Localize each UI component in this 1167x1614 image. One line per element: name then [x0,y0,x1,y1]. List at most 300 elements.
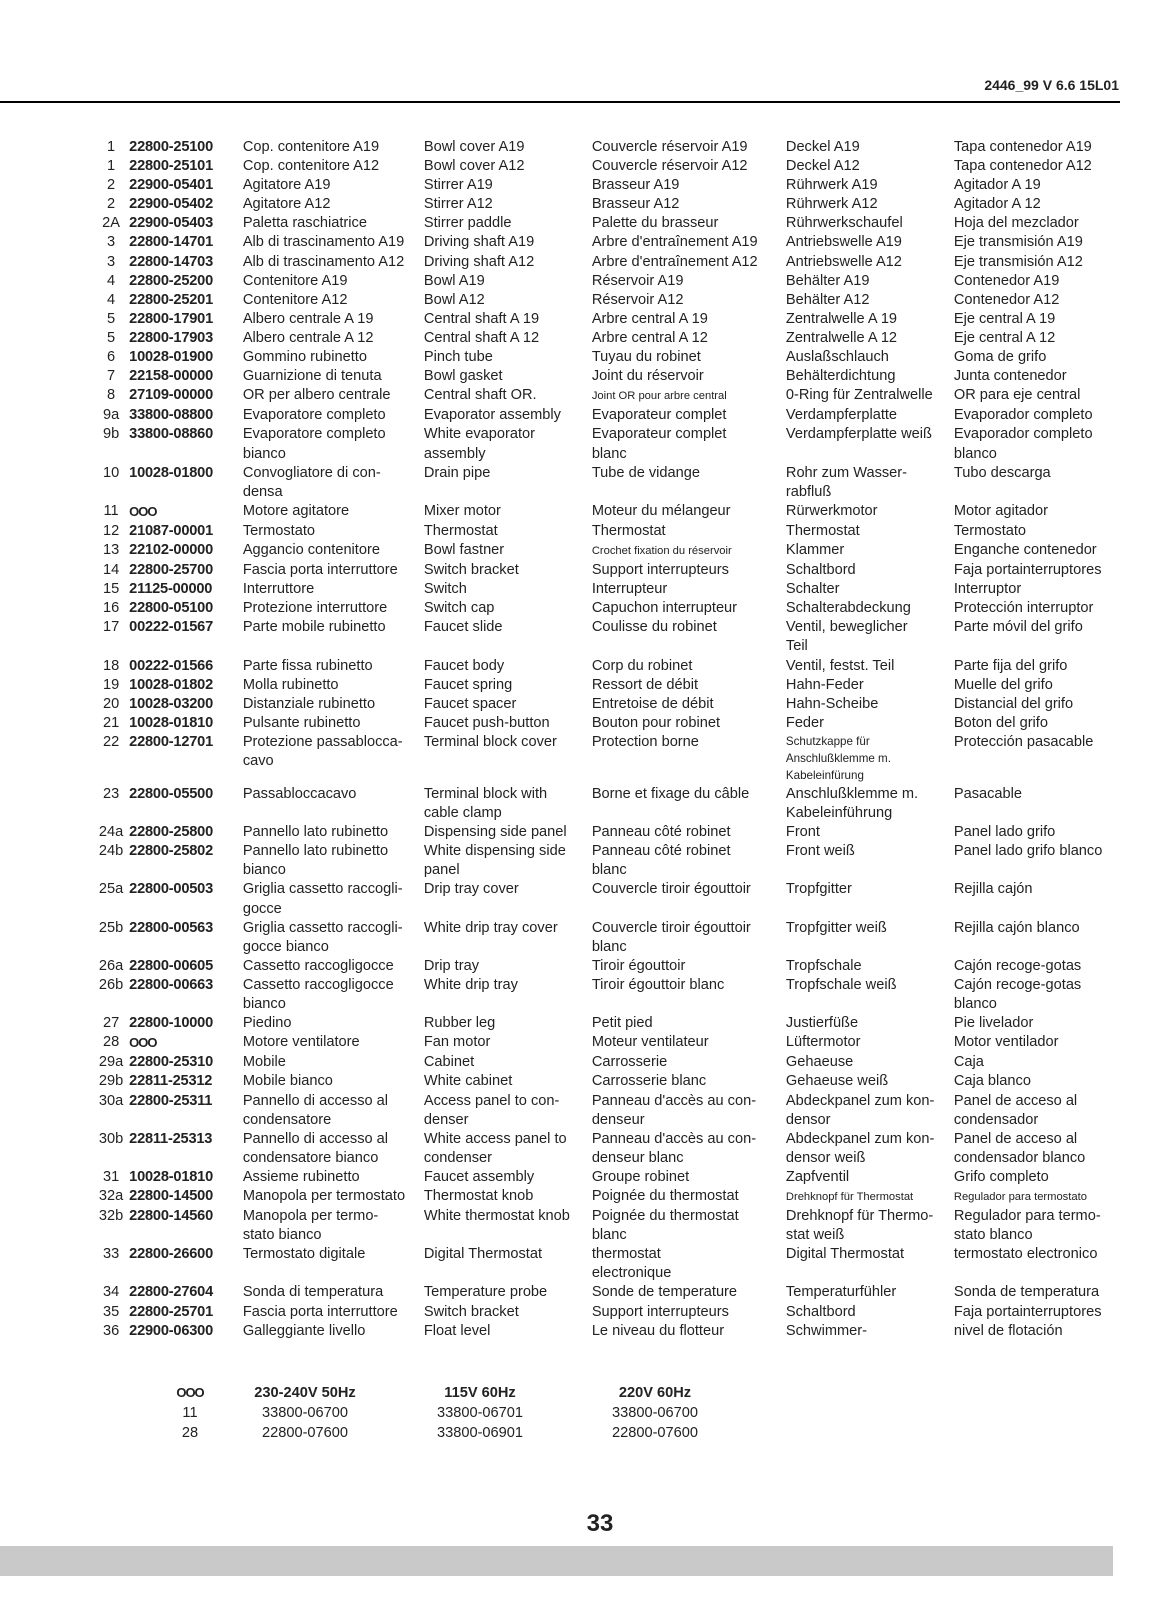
part-number-text: 1 [107,158,116,175]
part-code [127,310,243,329]
desc-spanish [954,367,1145,386]
desc-german [786,233,954,252]
desc-german [786,599,954,618]
part-number [95,138,127,157]
part-number [95,348,127,367]
part-code-text: 22800-14701 [129,234,213,251]
desc-german-text: Schutzkappe für Anschlußklemme m. Kabeleinfürung [785,734,891,782]
part-row [95,976,1145,1014]
part-number [95,1014,127,1033]
part-row [95,1207,1145,1245]
part-row [95,561,1145,580]
desc-french [592,310,786,329]
part-code [127,138,243,157]
desc-spanish [954,1187,1145,1207]
desc-french-text: Tube de vidange [591,464,700,481]
part-code-text: 21125-00000 [129,581,213,598]
part-code [127,253,243,272]
voltage-cell: 33800-06700 [261,1405,349,1421]
part-row [95,157,1145,176]
part-number [95,842,127,880]
part-code-text: 22800-14560 [129,1208,213,1225]
desc-german-text: Klammer [785,541,845,558]
desc-spanish-text: Goma de grifo [953,349,1047,366]
part-number [95,541,127,561]
desc-french-text: thermostat electronique [591,1246,672,1282]
desc-german-text: Ventil, festst. Teil [785,657,895,674]
desc-italian-text: Cop. contenitore A19 [242,139,380,155]
desc-spanish-text: Eje transmisión A12 [953,253,1083,270]
desc-french-text: Petit pied [591,1015,653,1032]
desc-german [786,695,954,714]
desc-spanish-text: Tapa contenedor A19 [953,139,1092,155]
part-code-text: 22800-25100 [129,139,213,155]
desc-french [592,842,786,880]
circles-symbol: OOO [176,1385,204,1400]
desc-french [592,714,786,733]
part-code-text: 22800-00503 [129,881,213,898]
desc-german-text: Deckel A19 [785,139,860,155]
desc-english [424,1187,592,1207]
voltage-cell: 22800-07600 [611,1425,699,1441]
part-code [127,657,243,676]
part-code-text: 22800-00605 [129,957,213,974]
part-row [95,253,1145,272]
desc-english-text: Bowl fastner [423,541,505,558]
part-number-text: 35 [102,1303,120,1320]
desc-french [592,406,786,425]
part-number-text: 24b [98,843,124,860]
desc-english [424,785,592,823]
part-number [95,272,127,291]
part-code [127,329,243,348]
desc-french [592,1168,786,1187]
part-number [95,823,127,842]
desc-german-text: Rührwerk A12 [785,196,878,213]
desc-english-text: Evaporator assembly [423,407,561,424]
part-row [95,580,1145,599]
desc-english-text: Drain pipe [423,464,491,481]
desc-german-text: Gehaeuse weiß [785,1073,889,1090]
desc-french-text: Coulisse du robinet [591,619,717,636]
part-row [95,367,1145,386]
part-code [127,1092,243,1130]
desc-german-text: Front weiß [785,843,855,860]
desc-german-text: Rührwerkschaufel [785,215,903,232]
part-number-text: 28 [102,1034,120,1051]
desc-german-text: Behälter A19 [785,272,870,289]
desc-spanish [954,733,1145,785]
desc-french [592,1092,786,1130]
desc-english-text: Switch bracket [423,562,519,579]
desc-italian [243,842,424,880]
desc-german-text: Drehknopf für Thermostat [785,1190,914,1203]
desc-spanish-text: Contenedor A19 [953,272,1060,289]
part-row [95,1245,1145,1283]
desc-german-text: Drehknopf für Thermo- stat weiß [785,1208,934,1244]
desc-italian-text: Manopola per termostato [242,1187,406,1204]
desc-german [786,733,954,785]
part-code-text: 33800-08860 [129,426,213,443]
desc-german [786,676,954,695]
part-code-text: 22800-25700 [129,562,213,579]
part-number [95,1072,127,1091]
part-code-text: 22800-14703 [129,253,213,270]
voltage-header-symbol [160,1383,220,1403]
desc-english [424,157,592,176]
desc-french [592,176,786,195]
desc-german [786,214,954,233]
desc-english-text: Temperature probe [423,1284,548,1301]
desc-italian-text: Molla rubinetto [242,676,339,693]
part-row [95,425,1145,463]
desc-german-text: Hahn-Feder [785,676,864,693]
desc-english-text: Dispensing side panel [423,824,567,841]
desc-french-text: Couvercle réservoir A12 [591,158,748,175]
desc-french-text: Interrupteur [591,581,668,598]
desc-spanish-text: termostato electronico [953,1246,1098,1263]
desc-italian-text: Distanziale rubinetto [242,695,376,712]
desc-spanish [954,329,1145,348]
desc-german [786,1130,954,1168]
desc-french-text: Corp du robinet [591,657,693,674]
part-code [127,1283,243,1302]
desc-french [592,195,786,214]
part-number [95,1053,127,1072]
desc-german [786,386,954,406]
desc-german [786,1014,954,1033]
part-code-text: 10028-01802 [129,676,213,693]
desc-german [786,348,954,367]
desc-spanish [954,599,1145,618]
part-number [95,657,127,676]
desc-german [786,253,954,272]
desc-german-text: Antriebswelle A12 [785,253,902,270]
part-code-text: 22811-25313 [129,1130,213,1147]
desc-italian [243,1303,424,1322]
part-row [95,880,1145,918]
desc-spanish-text: Distancial del grifo [953,695,1074,712]
part-code-text: 27109-00000 [129,387,213,404]
part-code-text: 22102-00000 [129,541,213,558]
desc-german-text: Zentralwelle A 19 [785,310,898,327]
part-number-text: 31 [102,1168,120,1185]
desc-german-text: Behälterdichtung [785,368,896,385]
desc-german [786,1187,954,1207]
desc-french [592,272,786,291]
desc-french-text: Réservoir A19 [591,272,684,289]
desc-italian-text: Griglia cassetto raccogli- gocce bianco [242,919,403,955]
part-row [95,695,1145,714]
desc-french-text: Couvercle tiroir égouttoir [591,881,751,898]
desc-german-text: Tropfschale weiß [785,976,897,993]
part-number-text: 32a [98,1187,124,1204]
desc-german-text: Verdampferplatte weiß [785,426,932,443]
desc-german-text: Verdampferplatte [785,407,898,424]
voltage-cell: 22800-07600 [261,1425,349,1441]
desc-english [424,842,592,880]
desc-italian [243,214,424,233]
part-code-text: 21087-00001 [129,522,213,539]
desc-italian [243,1283,424,1302]
desc-english [424,714,592,733]
part-number [95,502,127,522]
desc-spanish-text: Faja portainterruptores [953,1303,1102,1320]
part-number [95,785,127,823]
part-number-text: 6 [107,349,116,366]
part-row [95,291,1145,310]
desc-italian [243,1130,424,1168]
desc-german [786,195,954,214]
part-code-text: 22811-25312 [129,1073,213,1090]
desc-english-text: Digital Thermostat [423,1246,543,1263]
desc-spanish-text: Rejilla cajón blanco [953,919,1080,936]
desc-english [424,1130,592,1168]
desc-english-text: Central shaft OR. [423,387,537,404]
desc-english-text: Faucet spring [423,676,513,693]
part-code-text: OOO [129,1035,157,1051]
desc-spanish-text: Parte fija del grifo [953,657,1068,674]
part-code [127,367,243,386]
part-code [127,1187,243,1207]
desc-english-text: Mixer motor [423,502,501,519]
desc-spanish-text: Motor ventilador [953,1034,1059,1051]
desc-italian-text: Albero centrale A 12 [242,329,374,346]
desc-italian [243,1168,424,1187]
desc-spanish-text: Regulador para termostato [953,1190,1087,1203]
part-number-text: 2 [107,177,116,194]
desc-french [592,1014,786,1033]
part-number [95,214,127,233]
part-row [95,386,1145,406]
desc-german [786,880,954,918]
desc-english-text: Driving shaft A19 [423,234,535,251]
desc-english [424,1322,592,1341]
part-number [95,233,127,252]
desc-spanish-text: Evaporador completo blanco [953,426,1093,462]
part-code-text: 22900-05403 [129,215,213,232]
desc-french [592,1187,786,1207]
part-code-text: 22800-05500 [129,786,213,802]
desc-italian-text: OR per albero centrale [242,387,391,404]
desc-spanish-text: Evaporador completo [953,407,1093,424]
desc-english-text: Thermostat knob [423,1187,534,1204]
part-row [95,618,1145,656]
desc-french-text: Joint du réservoir [591,368,704,385]
desc-german [786,842,954,880]
part-number [95,1303,127,1322]
desc-french [592,695,786,714]
part-code [127,195,243,214]
desc-spanish [954,157,1145,176]
desc-italian-text: Galleggiante livello [242,1322,366,1339]
desc-italian [243,733,424,785]
part-code [127,561,243,580]
desc-french [592,329,786,348]
desc-german-text: Zapfventil [785,1168,850,1185]
desc-french [592,823,786,842]
desc-french [592,425,786,463]
desc-french-text: Support interrupteurs [591,562,729,579]
desc-english-text: White cabinet [423,1073,513,1090]
desc-english-text: Faucet push-button [423,714,550,731]
part-code-text: 22800-25701 [129,1303,213,1320]
desc-german [786,580,954,599]
desc-english [424,464,592,502]
desc-italian [243,272,424,291]
part-row [95,1187,1145,1207]
desc-english [424,561,592,580]
part-number [95,580,127,599]
part-row [95,1168,1145,1187]
desc-german-text: Abdeckpanel zum kon- densor weiß [785,1130,935,1166]
desc-german-text: Zentralwelle A 12 [785,329,898,346]
part-number-text: 2 [107,196,116,213]
desc-german-text: Schalter [785,581,840,598]
desc-italian-text: Cassetto raccogligocce [242,957,394,974]
desc-spanish [954,425,1145,463]
part-number [95,1245,127,1283]
desc-french-text: Arbre central A 12 [591,329,708,346]
desc-german [786,1207,954,1245]
desc-italian [243,1207,424,1245]
part-number-text: 13 [102,541,120,558]
part-number [95,976,127,1014]
desc-italian-text: Passabloccacavo [242,786,357,802]
part-number-text: 22 [102,733,120,750]
part-number [95,406,127,425]
desc-english-text: Access panel to con- denser [423,1092,560,1128]
part-number [95,733,127,785]
part-code [127,919,243,957]
desc-italian [243,138,424,157]
desc-italian-text: Alb di trascinamento A12 [242,253,405,270]
desc-spanish [954,561,1145,580]
part-number [95,561,127,580]
desc-spanish [954,386,1145,406]
part-number [95,880,127,918]
desc-english [424,195,592,214]
part-number-text: 4 [107,272,116,289]
desc-english [424,1072,592,1091]
desc-spanish [954,976,1145,1014]
desc-french-text: Bouton pour robinet [591,714,721,731]
desc-spanish-text: Sonda de temperatura [953,1284,1100,1301]
desc-french-text: Carrosserie [591,1054,668,1071]
desc-italian [243,1053,424,1072]
desc-italian [243,657,424,676]
part-code [127,176,243,195]
part-code-text: 22158-00000 [129,368,213,385]
desc-french [592,541,786,561]
desc-italian-text: Protezione passablocca- cavo [242,733,403,769]
desc-italian [243,919,424,957]
desc-spanish [954,957,1145,976]
part-number [95,157,127,176]
desc-german [786,157,954,176]
part-row [95,657,1145,676]
voltage-header-cell: 115V 60Hz [444,1385,516,1401]
desc-spanish-text: Muelle del grifo [953,676,1053,693]
desc-english [424,695,592,714]
desc-german-text: Antriebswelle A19 [785,234,902,251]
desc-spanish-text: Tapa contenedor A12 [953,158,1092,175]
part-number-text: 3 [107,234,116,251]
desc-english-text: Faucet assembly [423,1168,535,1185]
part-number-text: 12 [102,522,120,539]
part-code-text: 22800-26600 [129,1246,213,1263]
desc-french-text: Evaporateur complet [591,407,727,424]
desc-german-text: Thermostat [785,522,860,539]
part-code [127,464,243,502]
desc-french [592,367,786,386]
part-number [95,1187,127,1207]
desc-italian [243,823,424,842]
part-number-text: 20 [102,695,120,712]
desc-german-text: Digital Thermostat [785,1246,905,1263]
desc-english [424,367,592,386]
part-code-text: 22800-25800 [129,824,213,841]
desc-english [424,291,592,310]
desc-german-text: Temperaturfühler [785,1284,897,1301]
part-row [95,1053,1145,1072]
desc-spanish [954,657,1145,676]
desc-italian-text: Griglia cassetto raccogli- gocce [242,881,403,917]
part-number [95,195,127,214]
part-code [127,580,243,599]
desc-french-text: Entretoise de débit [591,695,714,712]
part-code [127,272,243,291]
desc-english [424,386,592,406]
desc-french [592,657,786,676]
desc-italian [243,580,424,599]
part-code [127,1245,243,1283]
desc-spanish [954,580,1145,599]
part-row [95,329,1145,348]
desc-spanish [954,502,1145,522]
part-row [95,272,1145,291]
part-number [95,425,127,463]
footer-bar [0,1546,1113,1576]
desc-german [786,522,954,541]
desc-english [424,1303,592,1322]
desc-spanish-text: Tubo descarga [953,464,1051,481]
desc-spanish [954,291,1145,310]
desc-italian [243,976,424,1014]
desc-english-text: Switch [423,581,467,598]
desc-french-text: Poignée du thermostat blanc [591,1208,739,1244]
part-row [95,1322,1145,1341]
desc-english [424,657,592,676]
desc-german [786,1283,954,1302]
part-code-text: 22800-25311 [129,1092,213,1109]
part-number [95,695,127,714]
desc-english [424,957,592,976]
desc-italian [243,291,424,310]
part-number [95,618,127,656]
desc-spanish-text: Hoja del mezclador [953,215,1079,232]
desc-french [592,957,786,976]
voltage-cell: 33800-06901 [436,1425,524,1441]
desc-french-text: Brasseur A19 [591,177,680,194]
desc-french-text: Brasseur A12 [591,196,680,213]
desc-english [424,1207,592,1245]
desc-german [786,329,954,348]
document-code: 2446_99 V 6.6 15L01 [984,77,1119,93]
desc-french-text: Thermostat [591,522,666,539]
part-code [127,522,243,541]
part-number-text: 34 [102,1284,120,1301]
